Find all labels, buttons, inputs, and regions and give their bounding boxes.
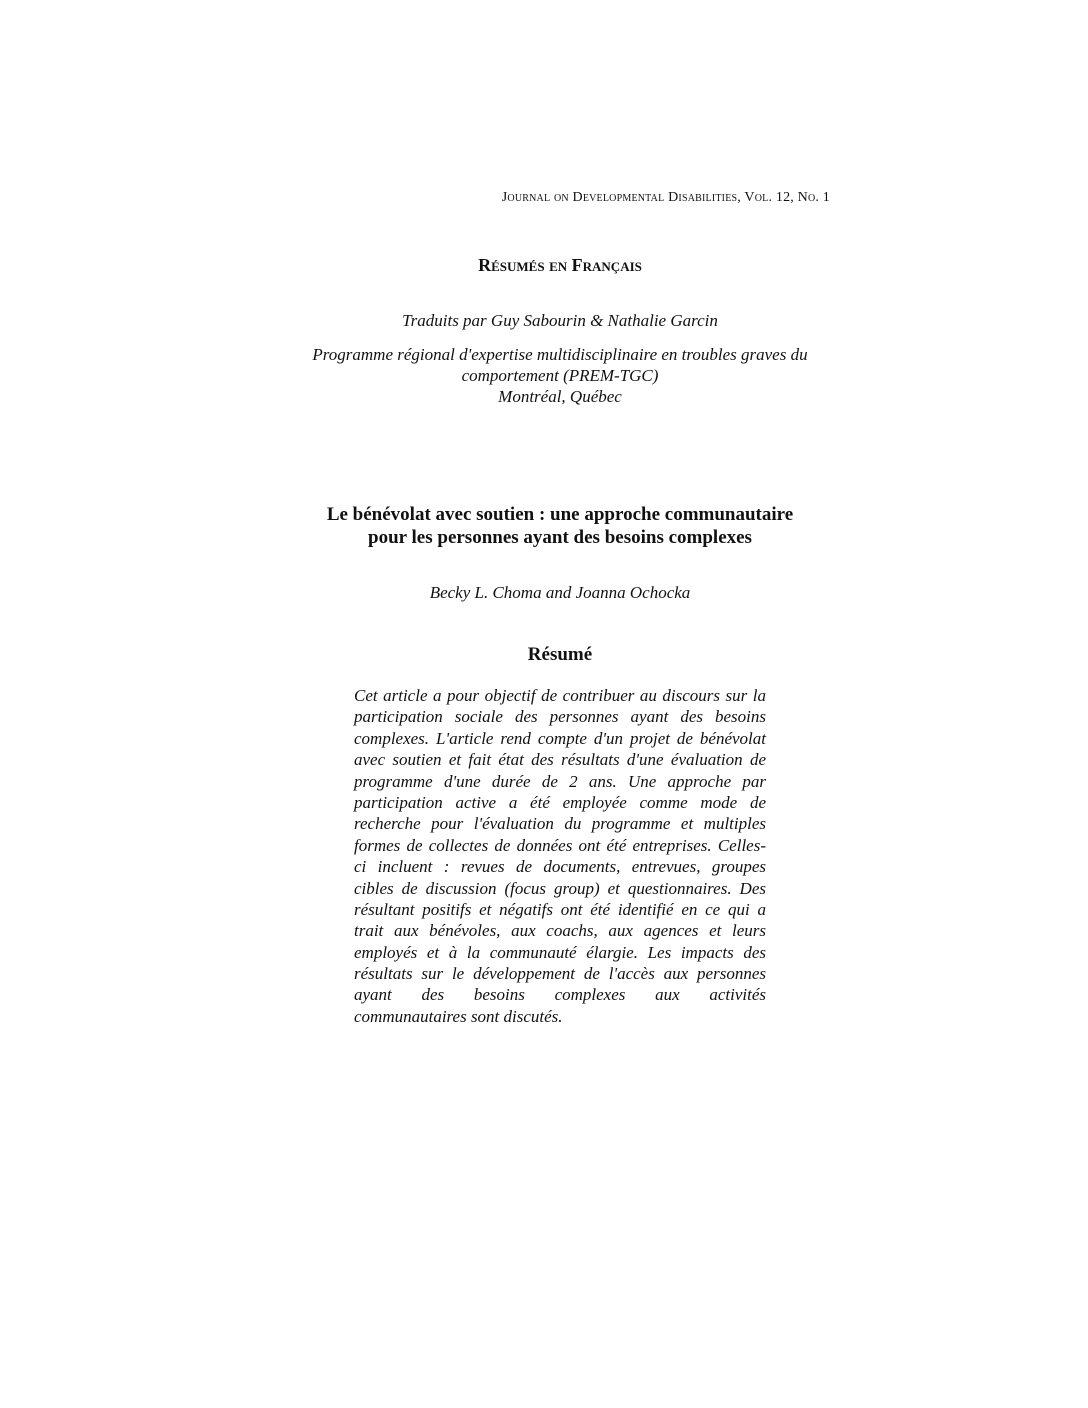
abstract-line: cibles de discussion (focus group) et questionnaires. Des [354, 878, 766, 898]
article-title [240, 503, 880, 549]
abstract-line: résultant positifs et négatifs ont été identifié en ce qui a [354, 899, 766, 919]
abstract-heading: Résumé [527, 644, 593, 665]
abstract-line: formes de collectes de données ont été entreprises. Celles- [354, 835, 766, 855]
article-authors: Becky L. Choma and Joanna Ochocka [429, 583, 691, 602]
abstract-line: recherche pour l'évaluation du programme et multiples [354, 814, 766, 834]
abstract-line: programme d'une durée de 2 ans. Une approche par [354, 771, 766, 791]
abstract-line: participation active a été employée comme mode de [354, 792, 766, 812]
abstract-line: complexes. L'article rend compte d'un projet de bénévolat [354, 728, 766, 748]
abstract-line: résultats sur le développement de l'accès aux personnes [354, 964, 766, 984]
abstract-line: ayant des besoins complexes aux activités [354, 985, 766, 1005]
affiliation-line: Programme régional d'expertise multidisciplinaire en troubles graves du [312, 345, 808, 364]
affiliation [290, 344, 830, 407]
abstract-body [354, 685, 766, 1027]
translators-credit: Traduits par Guy Sabourin & Nathalie Garcin [402, 311, 718, 330]
article-title-line: Le bénévolat avec soutien : une approche communautaire [326, 504, 794, 525]
abstract-line: trait aux bénévoles, aux coachs, aux agences et leurs [354, 921, 766, 941]
abstract-line: Cet article a pour objectif de contribuer au discours sur la [354, 686, 766, 705]
running-header: Journal on Developmental Disabilities, Vol. 12, No. 1 [501, 190, 830, 205]
abstract-line: participation sociale des personnes ayant des besoins [354, 707, 766, 727]
affiliation-line: Montréal, Québec [498, 387, 622, 406]
affiliation-line: comportement (PREM-TGC) [461, 366, 659, 385]
abstract-line: communautaires sont discutés. [354, 1006, 563, 1026]
section-title: Résumés en Français [478, 255, 642, 275]
abstract-line: ci incluent : revues de documents, entrevues, groupes [354, 857, 766, 877]
abstract-line: employés et à la communauté élargie. Les impacts des [354, 942, 766, 962]
abstract-line: avec soutien et fait état des résultats d'une évaluation de [354, 750, 766, 770]
article-title-line: pour les personnes ayant des besoins complexes [368, 527, 752, 548]
